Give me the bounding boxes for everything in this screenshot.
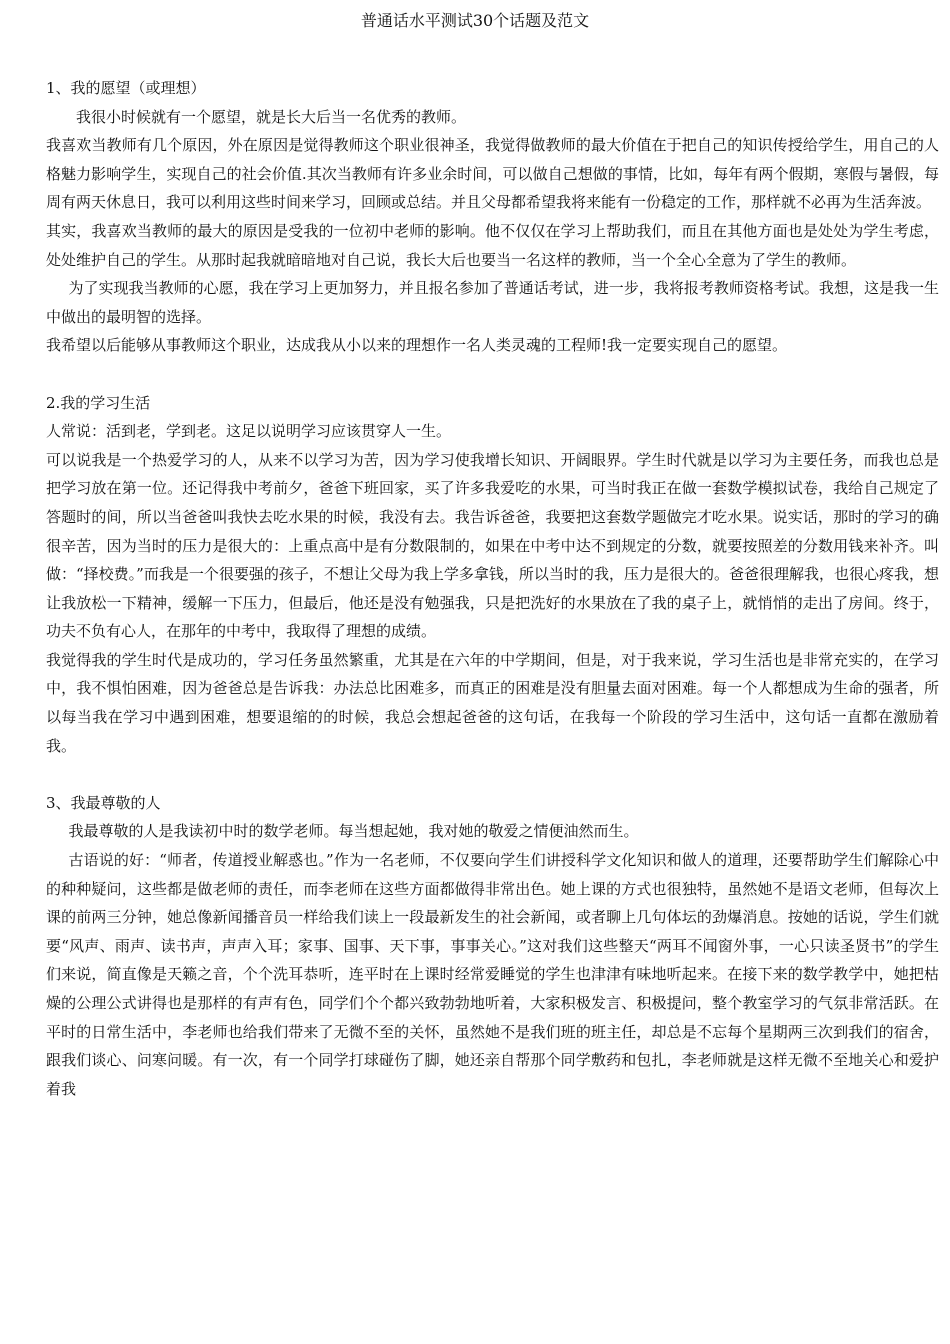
- paragraph: 我喜欢当教师有几个原因，外在原因是觉得教师这个职业很神圣，我觉得做教师的最大价值在于把自己的知识传授给学生，用自己的人格魅力影响学生，实现自己的社会价值.其次当教师有许多业余时间，可以做自己想做的事情，比如，每年有两个假期，寒假与暑假，每周有两天休息日，我可以利用这些时间来学习，回顾或总结。并且父母都希望我将来能有一份稳定的工作，那样就不必再为生活奔波。: [46, 136, 939, 212]
- document-title: 普通话水平测试30个话题及范文: [360, 11, 590, 30]
- paragraph: 古语说的好：“师者，传道授业解惑也。”作为一名老师，不仅要向学生们讲授科学文化知识和做人的道理，还要帮助学生们解除心中的种种疑问，这些都是做老师的责任，而李老师在这些方面都做得非常出色。她上课的方式也很独特，虽然她不是语文老师，但每次上课的前两三分钟，她总像新闻播音员一样给我们读上一段最新发生的社会新闻，或者聊上几句体坛的劲爆消息。按她的话说，学生们就要“风声、雨声、读书声，声声入耳；家事、国事、天下事，事事关心。”这对我们这些整天“两耳不闻窗外事，一心只读圣贤书”的学生们来说，简直像是天籁之音，个个洗耳恭听，连平时在上课时经常爱睡觉的学生也津津有味地听起来。在接下来的数学教学中，她把枯燥的公理公式讲得也是那样的有声有色，同学们个个都兴致勃勃地听着，大家积极发言、积极提问，整个教室学习的气氛非常活跃。在平时的日常生活中，李老师也给我们带来了无微不至的关怀，虽然她不是我们班的班主任，却总是不忘每个星期两三次到我们的宿舍，跟我们谈心、问寒问暖。有一次，有一个同学打球碰伤了脚，她还亲自帮那个同学敷药和包扎，李老师就是这样无微不至地关心和爱护着我: [46, 851, 939, 1098]
- paragraph: 人常说：活到老，学到老。这足以说明学习应该贯穿人一生。: [46, 422, 452, 441]
- paragraph: 我觉得我的学生时代是成功的，学习任务虽然繁重，尤其是在六年的中学期间，但是，对于我来说，学习生活也是非常充实的，在学习中，我不惧怕困难，因为爸爸总是告诉我：办法总比困难多，而真正的困难是没有胆量去面对困难。每一个人都想成为生命的强者，所以每当我在学习中遇到困难，想要退缩的的时候，我总会想起爸爸的这句话，在我每一个阶段的学习生活中，这句话一直都在激励着我。: [46, 650, 939, 755]
- document-body: [46, 74, 939, 1132]
- paragraph: 为了实现我当教师的心愿，我在学习上更加努力，并且报名参加了普通话考试，进一步，我将报考教师资格考试。我想，这是我一生中做出的最明智的选择。: [46, 279, 939, 326]
- paragraph: 我最尊敬的人是我读初中时的数学老师。每当想起她，我对她的敬爱之情便油然而生。: [68, 822, 639, 841]
- paragraph: 可以说我是一个热爱学习的人，从来不以学习为苦，因为学习使我增长知识、开阔眼界。学生时代就是以学习为主要任务，而我也总是把学习放在第一位。还记得我中考前夕，爸爸下班回家，买了许多我爱吃的水果，可当时我正在做一套数学模拟试卷，我给自己规定了答题时的间，所以当爸爸叫我快去吃水果的时候，我没有去。我告诉爸爸，我要把这套数学题做完才吃水果。说实话，那时的学习的确很辛苦，因为当时的压力是很大的：上重点高中是有分数限制的，如果在中考中达不到规定的分数，就要按照差的分数用钱来补齐。叫做：“择校费。”而我是一个很要强的孩子，不想让父母为我上学多拿钱，所以当时的我，压力是很大的。爸爸很理解我，也很心疼我，想让我放松一下精神，缓解一下压力，但最后，他还是没有勉强我，只是把洗好的水果放在了我的桌子上，就悄悄的走出了房间。终于，功夫不负有心人，在那年的中考中，我取得了理想的成绩。: [46, 450, 939, 641]
- topic-section-2: [46, 389, 939, 761]
- topic-section-1: [46, 74, 939, 360]
- paragraph: 我很小时候就有一个愿望，就是长大后当一名优秀的教师。: [76, 107, 467, 126]
- paragraph: 我希望以后能够从事教师这个职业，达成我从小以来的理想作一名人类灵魂的工程师!我一定要实现自己的愿望。: [46, 336, 788, 355]
- section-heading: 1、我的愿望（或理想）: [46, 79, 206, 97]
- section-heading: 2.我的学习生活: [46, 393, 151, 412]
- topic-section-3: [46, 789, 939, 1104]
- paragraph: 其实，我喜欢当教师的最大的原因是受我的一位初中老师的影响。他不仅仅在学习上帮助我们，而且在其他方面也是处处为学生考虑，处处维护自己的学生。从那时起我就暗暗地对自己说，我长大后也要当一名这样的教师，当一个全心全意为了学生的教师。: [46, 221, 939, 269]
- section-heading: 3、我最尊敬的人: [46, 793, 161, 812]
